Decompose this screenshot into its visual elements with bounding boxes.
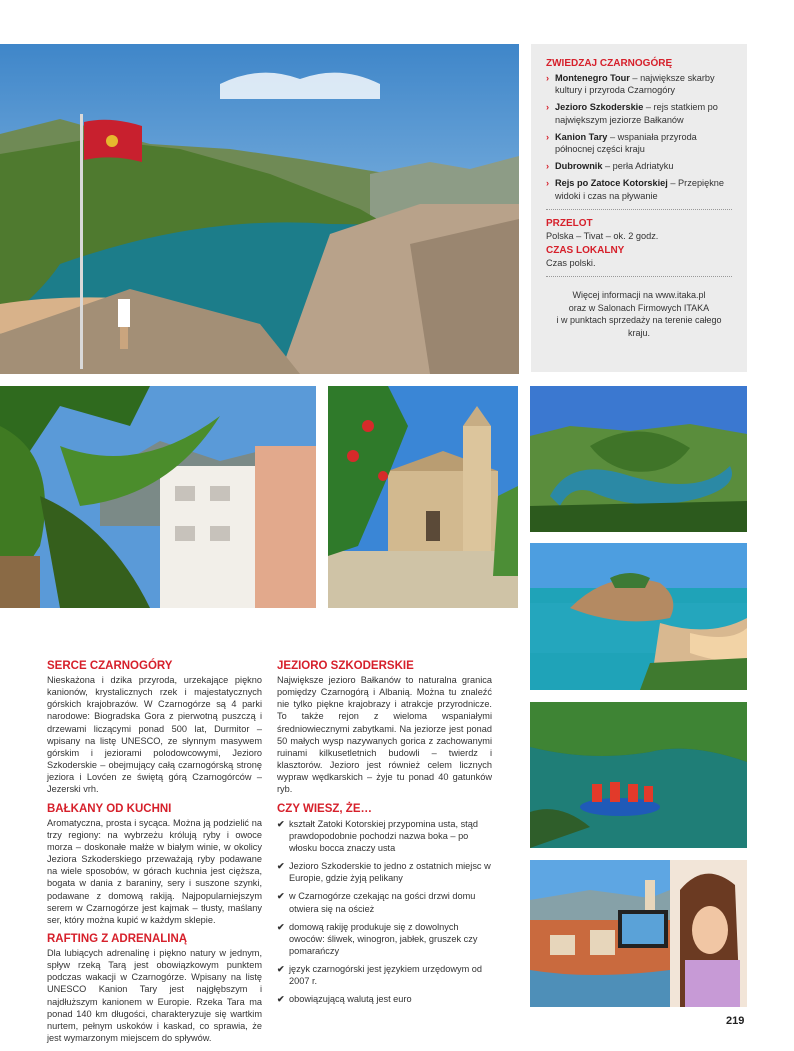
tablet-woman-photo xyxy=(530,860,747,1007)
chevron-right-icon: › xyxy=(546,178,550,189)
sveti-stefan-photo xyxy=(530,543,747,690)
section-heading-czy-wiesz: CZY WIESZ, ŻE… xyxy=(277,802,372,815)
facts-list xyxy=(277,818,492,1006)
checkmark-icon: ✔ xyxy=(277,861,285,872)
section-text-rafting: Dla lubiących adrenalinę i piękno natury w jednym, spływ rzeką Tarą jest obowiązkowym punktem podczas wakacji w Czarnogórze. Wpisany na listę UNESCO Kanion Tary jest najgłębszym i najdłuższym kanionem w Europie. Rzeka Tara ma ponad 140 km długości, charakteryzuje się wartkim nurtem, pełnym uskoków i kaskad, co sprawia, że jest wymarzonym miejscem do spływów. xyxy=(47,947,262,1044)
fact-text: w Czarnogórze czekając na gości drzwi domu otwiera się na oścież xyxy=(289,891,476,914)
excursion-desc: – perła Adriatyku xyxy=(602,161,674,172)
checkmark-icon: ✔ xyxy=(277,891,285,902)
excursion-desc: – Przepiękne widoki i czas na pływanie xyxy=(555,178,725,201)
checkmark-icon: ✔ xyxy=(277,921,285,932)
page-number: 219 xyxy=(726,1015,745,1027)
more-info-line: i w punktach sprzedaży na terenie całego kraju. xyxy=(556,315,722,338)
section-text-serce: Nieskażona i dzika przyroda, urzekające piękno kanionów, krystalicznych rzek i majestatycznych górskich krajobrazów. W Czarnogórze są 4 parki narodowe: Biogradska Gora z pierwotną puszczą i drzewami liczącymi ponad 500 lat, Durmitor – wpisany na listę UNESCO, ze słynnym masywem górskim i jeziorami polodowcowymi, Jezioro Szkoderskie – obejmujący całą czarnogórską stronę jeziora i Lovćen ze świętą górą Czarnogórców – Jezerski vrh. xyxy=(47,675,262,795)
chevron-right-icon: › xyxy=(546,131,550,142)
more-info-text xyxy=(546,289,732,339)
local-time-info: Czas polski. xyxy=(546,258,596,269)
fact-item xyxy=(277,993,492,1005)
section-heading-jezioro: JEZIORO SZKODERSKIE xyxy=(277,660,414,672)
sidebar-heading-przelot: PRZELOT xyxy=(546,217,593,229)
fact-item xyxy=(277,890,492,914)
excursion-item xyxy=(546,72,732,96)
sidebar-heading-zwiedzaj: ZWIEDZAJ CZARNOGÓRĘ xyxy=(546,58,673,69)
fact-item xyxy=(277,860,492,884)
excursion-item xyxy=(546,177,732,201)
excursion-list xyxy=(546,72,732,202)
left-text-column xyxy=(47,660,262,1051)
chevron-right-icon: › xyxy=(546,161,550,172)
section-heading-serce: SERCE CZARNOGÓRY xyxy=(47,660,173,672)
dotted-divider xyxy=(546,276,732,277)
more-info-line: Więcej informacji na www.itaka.pl xyxy=(572,290,706,301)
palm-town-photo xyxy=(0,386,316,608)
fact-item xyxy=(277,921,492,957)
fact-text: kształt Zatoki Kotorskiej przypomina usta, stąd prawdopodobnie pochodzi nazwa boka – po włosku bocca znaczy usta xyxy=(289,818,478,853)
checkmark-icon: ✔ xyxy=(277,964,285,975)
excursion-item xyxy=(546,131,732,155)
right-text-column xyxy=(277,660,492,1012)
info-sidebar xyxy=(531,44,747,372)
rafting-photo xyxy=(530,702,747,848)
section-heading-balkany: BAŁKANY OD KUCHNI xyxy=(47,802,172,815)
fact-text: język czarnogórski jest językiem urzędowym od 2007 r. xyxy=(289,964,483,987)
excursion-name: Rejs po Zatoce Kotorskiej xyxy=(555,178,668,189)
excursion-desc: – wspaniała przyroda północnej części kraju xyxy=(555,131,697,155)
flight-info: Polska – Tivat – ok. 2 godz. xyxy=(546,230,659,241)
fact-text: obowiązującą walutą jest euro xyxy=(289,994,412,1005)
fact-item xyxy=(277,818,492,854)
section-text-balkany: Aromatyczna, prosta i sycąca. Można ją podzielić na trzy regiony: na wybrzeżu królują ryby i owoce morza – doskonałe małże w białym winie, w okolicy Jeziora Szkoderskiego przeważają ryby podawane na wiele sposobów, w górach kuchnia jest cięższa, bogata w dania z baraniny, sery i suszone szynki, podawane z domową rakiją. Najpopularniejszym serem w Czarnogórze jest kajmak – tłusty, maślany ser, który można kupić w każdym sklepie. xyxy=(47,817,262,925)
excursion-item xyxy=(546,160,732,172)
checkmark-icon: ✔ xyxy=(277,818,285,829)
excursion-desc: – rejs statkiem po największym jeziorze Bałkanów xyxy=(555,102,718,125)
fact-item xyxy=(277,963,492,987)
church-square-photo xyxy=(328,386,518,608)
excursion-name: Jezioro Szkoderskie xyxy=(555,102,644,113)
checkmark-icon: ✔ xyxy=(277,994,285,1005)
fact-text: domową rakiję produkuje się z dowolnych owoców: śliwek, winogron, jabłek, gruszek czy pomarańczy xyxy=(289,921,478,956)
more-info-line: oraz w Salonach Firmowych ITAKA xyxy=(568,302,710,313)
excursion-item xyxy=(546,101,732,125)
excursion-name: Montenegro Tour xyxy=(555,73,630,83)
dotted-divider xyxy=(546,209,732,210)
fact-text: Jezioro Szkoderskie to jedno z ostatnich miejsc w Europie, gdzie żyją pelikany xyxy=(289,861,491,884)
section-heading-rafting: RAFTING Z ADRENALINĄ xyxy=(47,932,188,945)
excursion-name: Dubrownik xyxy=(555,161,603,172)
sidebar-heading-czas: CZAS LOKALNY xyxy=(546,245,625,257)
excursion-desc: – największe skarby kultury i przyroda Czarnogóry xyxy=(555,73,715,96)
section-text-jezioro: Największe jezioro Bałkanów to naturalna granica pomiędzy Czarnogórą i Albanią. Można tu znaleźć nie tylko piękne krajobrazy i atrakcje przyrodnicze. To także rejon z wieloma wspaniałymi średniowiecznymi zabytkami. Na jeziorze jest ponad 50 małych wysp nazywanych gorica z zachowanymi ruinami kilkusetletnich budowli – twierdz i klasztorów. Jezioro jest również celem licznych wypraw wędkarskich – żyje tu ponad 40 gatunków ryb. xyxy=(277,675,492,795)
kotor-bay-photo xyxy=(0,44,519,374)
excursion-name: Kanion Tary xyxy=(555,131,608,142)
river-bend-photo xyxy=(530,386,747,532)
chevron-right-icon: › xyxy=(546,102,550,113)
chevron-right-icon: › xyxy=(546,73,550,83)
